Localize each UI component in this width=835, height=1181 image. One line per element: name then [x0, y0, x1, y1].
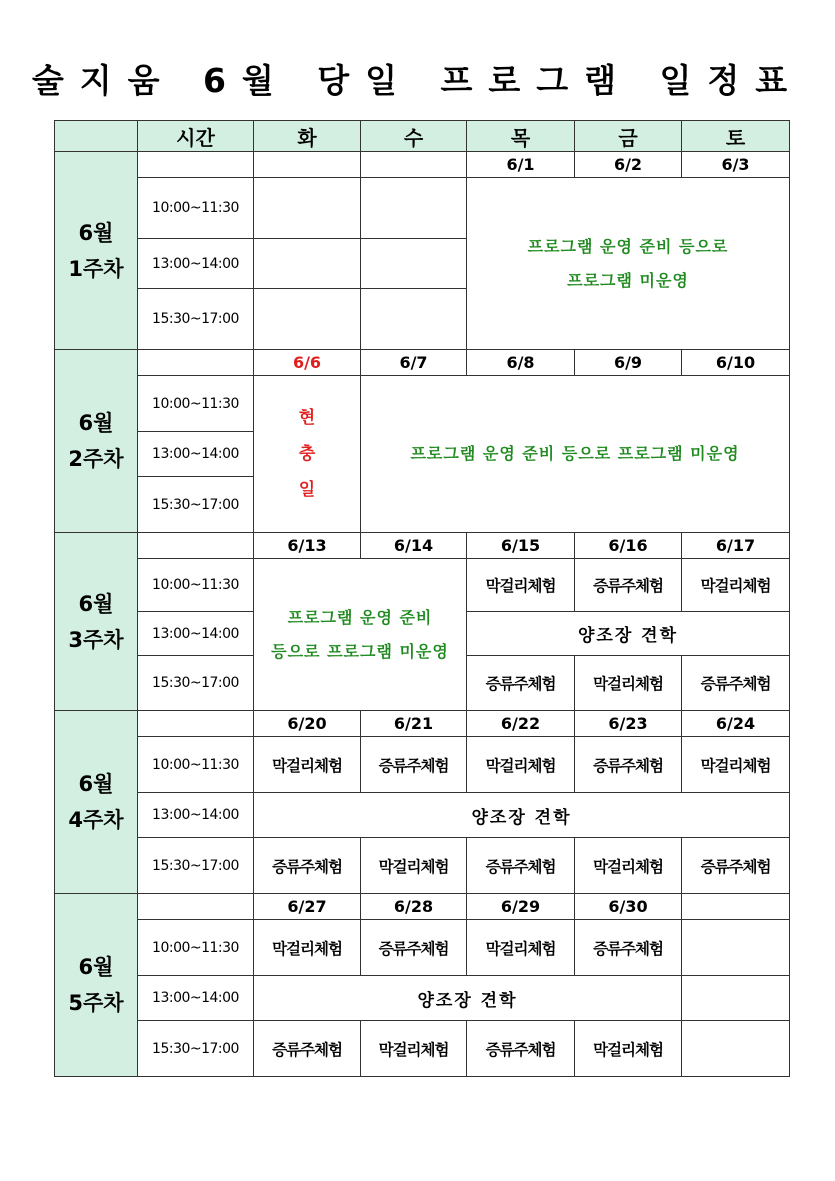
- date-cell: [138, 152, 254, 178]
- time-cell: 13:00~14:00: [138, 793, 254, 838]
- distilled-experience: 증류주체험: [467, 1021, 575, 1077]
- header-day-thu: 목: [467, 121, 575, 152]
- date-cell: 6/15: [467, 533, 575, 559]
- distilled-experience: 증류주체험: [467, 838, 575, 894]
- no-program-notice: 프로그램 운영 준비 등으로 프로그램 미운영: [254, 559, 467, 711]
- date-cell: [138, 533, 254, 559]
- week-4-slot-2: [55, 793, 790, 838]
- date-cell: [361, 152, 467, 178]
- date-cell: 6/28: [361, 894, 467, 920]
- week-3-slot-1: [55, 559, 790, 612]
- week-label-number: 2주차: [68, 447, 124, 471]
- brewery-tour: 양조장 견학: [467, 612, 790, 656]
- date-cell: 6/9: [575, 350, 682, 376]
- time-cell: 10:00~11:30: [138, 376, 254, 432]
- empty-cell: [361, 239, 467, 289]
- empty-cell: [682, 920, 790, 976]
- week-label-month: 6월: [78, 772, 114, 796]
- date-cell: 6/30: [575, 894, 682, 920]
- week-4-slot-3: [55, 838, 790, 894]
- date-cell: 6/8: [467, 350, 575, 376]
- time-cell: 13:00~14:00: [138, 612, 254, 656]
- makgeolli-experience: 막걸리체험: [682, 737, 790, 793]
- week-4-slot-1: [55, 737, 790, 793]
- makgeolli-experience: 막걸리체험: [575, 1021, 682, 1077]
- date-cell: 6/21: [361, 711, 467, 737]
- makgeolli-experience: 막걸리체험: [361, 1021, 467, 1077]
- date-cell: [682, 894, 790, 920]
- week-label-number: 5주차: [68, 991, 124, 1015]
- date-cell: 6/16: [575, 533, 682, 559]
- week-5-label: [55, 894, 138, 1077]
- week-label-month: 6월: [78, 591, 114, 616]
- time-cell: 15:30~17:00: [138, 838, 254, 894]
- no-program-notice: 프로그램 운영 준비 등으로 프로그램 미운영: [467, 178, 790, 350]
- week-5-date-row: [55, 894, 790, 920]
- makgeolli-experience: 막걸리체험: [254, 737, 361, 793]
- distilled-experience: 증류주체험: [361, 737, 467, 793]
- week-4-label: [55, 711, 138, 894]
- date-cell: [138, 350, 254, 376]
- week-2-date-row: [55, 350, 790, 376]
- makgeolli-experience: 막걸리체험: [575, 656, 682, 711]
- week-label-month: 6월: [78, 955, 114, 979]
- date-cell: 6/7: [361, 350, 467, 376]
- week-label-month: 6월: [78, 411, 114, 435]
- distilled-experience: 증류주체험: [575, 737, 682, 793]
- makgeolli-experience: 막걸리체험: [467, 920, 575, 976]
- week-3-label: [55, 533, 138, 711]
- date-cell: 6/17: [682, 533, 790, 559]
- empty-cell: [682, 976, 790, 1021]
- distilled-experience: 증류주체험: [575, 559, 682, 612]
- date-cell: 6/27: [254, 894, 361, 920]
- date-cell: 6/3: [682, 152, 790, 178]
- week-2-slot-1: [55, 376, 790, 432]
- distilled-experience: 증류주체험: [254, 1021, 361, 1077]
- date-cell-holiday: 6/6: [254, 350, 361, 376]
- date-cell: 6/13: [254, 533, 361, 559]
- time-cell: 15:30~17:00: [138, 656, 254, 711]
- empty-cell: [254, 239, 361, 289]
- week-5-slot-2: [55, 976, 790, 1021]
- date-cell: [254, 152, 361, 178]
- date-cell: 6/22: [467, 711, 575, 737]
- brewery-tour: 양조장 견학: [254, 793, 790, 838]
- week-label-number: 1주차: [68, 256, 124, 281]
- time-cell: 10:00~11:30: [138, 920, 254, 976]
- brewery-tour: 양조장 견학: [254, 976, 682, 1021]
- date-cell: 6/2: [575, 152, 682, 178]
- header-day-sat: 토: [682, 121, 790, 152]
- makgeolli-experience: 막걸리체험: [254, 920, 361, 976]
- time-cell: 13:00~14:00: [138, 432, 254, 477]
- date-cell: [138, 711, 254, 737]
- no-program-notice: 프로그램 운영 준비 등으로 프로그램 미운영: [361, 376, 790, 533]
- time-cell: 10:00~11:30: [138, 737, 254, 793]
- distilled-experience: 증류주체험: [682, 656, 790, 711]
- date-cell: 6/14: [361, 533, 467, 559]
- header-day-wed: 수: [361, 121, 467, 152]
- empty-cell: [361, 289, 467, 350]
- date-cell: 6/1: [467, 152, 575, 178]
- header-time: 시간: [138, 121, 254, 152]
- makgeolli-experience: 막걸리체험: [575, 838, 682, 894]
- empty-cell: [682, 1021, 790, 1077]
- time-cell: 15:30~17:00: [138, 289, 254, 350]
- page-title: 술지움 6월 당일 프로그램 일정표: [31, 61, 804, 100]
- makgeolli-experience: 막걸리체험: [467, 737, 575, 793]
- time-cell: 15:30~17:00: [138, 1021, 254, 1077]
- header-corner: [55, 121, 138, 152]
- distilled-experience: 증류주체험: [682, 838, 790, 894]
- empty-cell: [254, 178, 361, 239]
- time-cell: 13:00~14:00: [138, 976, 254, 1021]
- makgeolli-experience: 막걸리체험: [467, 559, 575, 612]
- date-cell: 6/24: [682, 711, 790, 737]
- time-cell: 15:30~17:00: [138, 477, 254, 533]
- date-cell: 6/20: [254, 711, 361, 737]
- holiday-label: 현 충 일: [254, 376, 361, 533]
- distilled-experience: 증류주체험: [361, 920, 467, 976]
- time-cell: 10:00~11:30: [138, 559, 254, 612]
- week-3-date-row: [55, 533, 790, 559]
- makgeolli-experience: 막걸리체험: [361, 838, 467, 894]
- header-day-tue: 화: [254, 121, 361, 152]
- week-4-date-row: [55, 711, 790, 737]
- week-1-date-row: [55, 152, 790, 178]
- empty-cell: [361, 178, 467, 239]
- week-label-number: 3주차: [68, 627, 124, 652]
- week-1-slot-1: [55, 178, 790, 239]
- schedule-table: [54, 120, 790, 1077]
- date-cell: 6/23: [575, 711, 682, 737]
- time-cell: 13:00~14:00: [138, 239, 254, 289]
- empty-cell: [254, 289, 361, 350]
- week-label-month: 6월: [78, 220, 114, 245]
- week-5-slot-3: [55, 1021, 790, 1077]
- week-1-label: [55, 152, 138, 350]
- makgeolli-experience: 막걸리체험: [682, 559, 790, 612]
- header-day-fri: 금: [575, 121, 682, 152]
- date-cell: [138, 894, 254, 920]
- date-cell: 6/10: [682, 350, 790, 376]
- header-row: [55, 121, 790, 152]
- date-cell: 6/29: [467, 894, 575, 920]
- week-2-label: [55, 350, 138, 533]
- distilled-experience: 증류주체험: [575, 920, 682, 976]
- time-cell: 10:00~11:30: [138, 178, 254, 239]
- distilled-experience: 증류주체험: [254, 838, 361, 894]
- week-label-number: 4주차: [68, 808, 124, 832]
- distilled-experience: 증류주체험: [467, 656, 575, 711]
- week-5-slot-1: [55, 920, 790, 976]
